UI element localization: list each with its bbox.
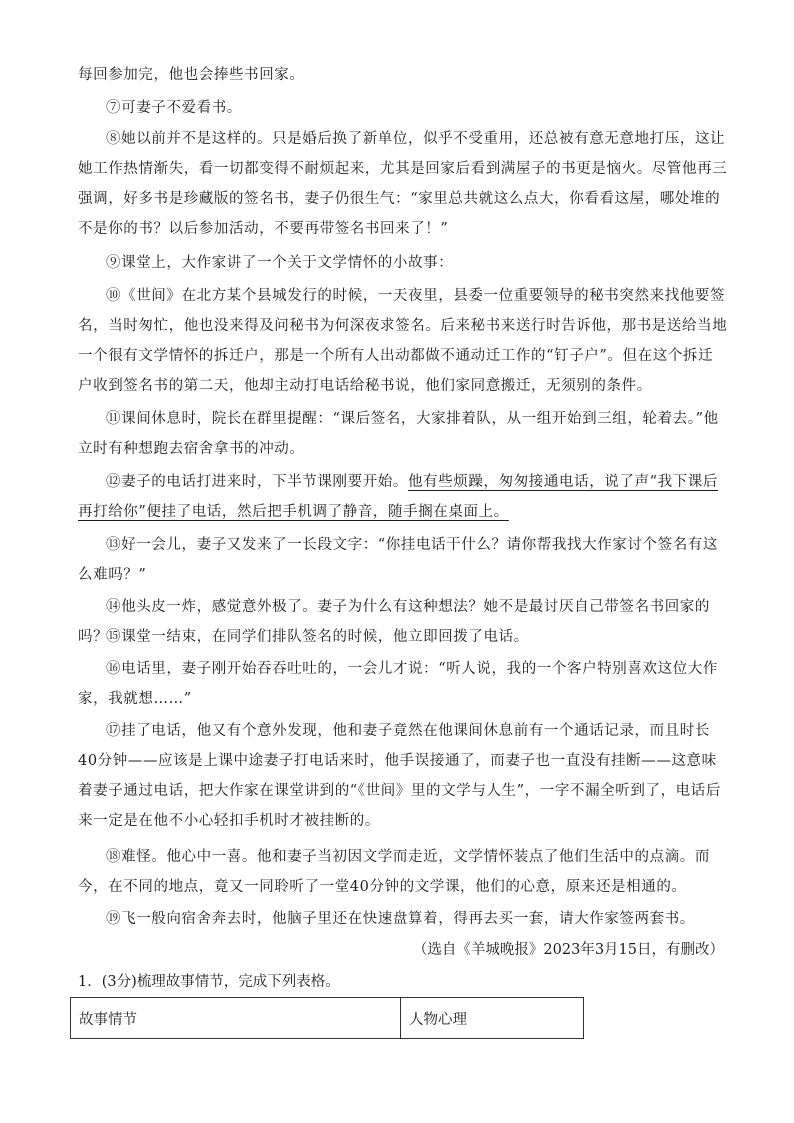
- paragraph-13: ⑬好一会儿，妻子又发来了一长段文字：“你挂电话干什么？请你帮我找大作家讨个签名有这么难吗？”: [78, 537, 719, 583]
- paragraph-12: [78, 467, 728, 527]
- paragraph-19: ⑲飞一般向宿舍奔去时，他脑子里还在快速盘算着，得再去买一套，请大作家签两套书。: [106, 911, 695, 927]
- paragraph-continuation: 每回参加完，他也会捧些书回家。: [78, 67, 305, 83]
- paragraph-14: ⑭他头皮一炸，感觉意外极了。妻子为什么有这种想法？她不是最讨厌自己带签名书回家的吗？: [78, 599, 710, 645]
- paragraph-16: ⑯电话里，妻子刚开始吞吞吐吐的，一会儿才说：“听人说，我的一个客户特别喜欢这位大作家，我就想……”: [78, 661, 719, 707]
- table-header-plot: 故事情节: [71, 998, 401, 1039]
- answer-table: [70, 997, 584, 1039]
- paragraph-10: ⑩《世间》在北方某个县城发行的时候，一天夜里，县委一位重要领导的秘书突然来找他要签名，当时匆忙，他也没来得及问秘书为何深夜求签名。后来秘书来送行时告诉他，那书是送给当地一个很有文学情怀的拆迁户，那是一个所有人出动都做不通动迁工作的“钉子户”。但在这个拆迁户收到签名书的第二天，他却主动打电话给秘书说，他们家同意搬迁，无须别的条件。: [78, 288, 728, 394]
- paragraph-15: ⑮课堂一结束，在同学们排队签名的时候，他立即回拨了电话。: [106, 629, 529, 645]
- table-row: [71, 998, 584, 1039]
- paragraph-9: ⑨课堂上，大作家讲了一个关于文学情怀的小故事：: [106, 255, 454, 271]
- paragraph-11: ⑪课间休息时，院长在群里提醒：“课后签名，大家排着队，从一组开始到三组，轮着去。”他立时有种想跑去宿舍拿书的冲动。: [78, 411, 719, 457]
- paragraph-17: ⑰挂了电话，他又有个意外发现，他和妻子竟然在他课间休息前有一个通话记录，而且时长40分钟——应该是上课中途妻子打电话来时，他手误接通了，而妻子也一直没有挂断——这意味着妻子通过电话，把大作家在课堂讲到的“《世间》里的文学与人生”，一字不漏全听到了，电话后来一定是在他不小心轻扣手机时才被挂断的。: [78, 723, 721, 829]
- paragraph-18: ⑱难怪。他心中一喜。他和妻子当初因文学而走近，文学情怀装点了他们生活中的点滴。而今，在不同的地点，竟又一同聆听了一堂40分钟的文学课，他们的心意，原来还是相通的。: [78, 849, 710, 895]
- table-header-psychology: 人物心理: [401, 998, 584, 1039]
- paragraph-8: ⑧她以前并不是这样的。只是婚后换了新单位，似乎不受重用，还总被有意无意地打压，这让她工作热情渐失，看一切都变得不耐烦起来，尤其是回家后看到满屋子的书更是恼火。尽管他再三强调，好多书是珍藏版的签名书，妻子仍很生气：“家里总共就这么点大，你看看这屋，哪处堆的不是你的书？以后参加活动，不要再带签名书回来了！”: [78, 131, 728, 237]
- paragraph-12-lead: ⑫妻子的电话打进来时，下半节课刚要开始。: [106, 474, 408, 490]
- source-citation: （选自《羊城晚报》2023年3月15日，有删改）: [412, 942, 724, 958]
- paragraph-7: ⑦可妻子不爱看书。: [106, 100, 242, 116]
- question-1: 1．(3分)梳理故事情节，完成下列表格。: [78, 974, 340, 990]
- paragraph-12-underlined: 他有些烦躁，匆匆接通电话，说了声“我下课后再打给你”便挂了电话，然后把手机调了静音，随手搁在桌面上。: [78, 474, 719, 520]
